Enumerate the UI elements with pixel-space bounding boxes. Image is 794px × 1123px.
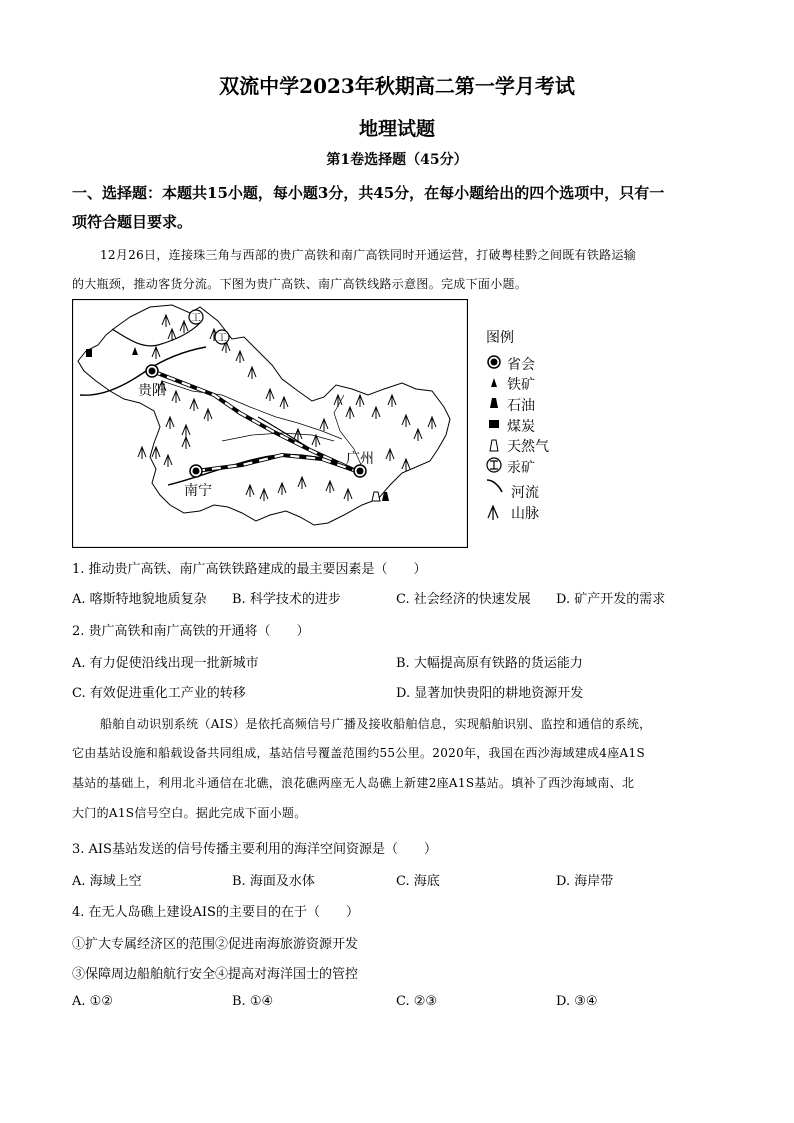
q4-statements-34: ③保障周边船舶航行安全④提高对海洋国士的管控 xyxy=(72,967,359,982)
natural-gas-symbol xyxy=(372,492,380,501)
q4-option-a: A. ①② xyxy=(72,994,113,1009)
passage2-line4: 大门的A1S信号空白。据此完成下面小题。 xyxy=(72,806,307,820)
legend-iron-icon xyxy=(491,378,497,387)
q2-stem: 2. 贵广高铁和南广高铁的开通将（ ） xyxy=(72,624,310,639)
legend-item-river: 河流 xyxy=(511,485,539,501)
legend-item-mountain: 山脉 xyxy=(511,506,539,522)
passage2-line1: 船舶自动识别系统（AIS）是依托高频信号广播及接收船舶信息，实现船舶识别、监控和通信的系统， xyxy=(100,717,652,731)
q3-stem: 3. AIS基站发送的信号传播主要利用的海洋空间资源是（ ） xyxy=(72,842,437,857)
passage2-line2: 它由基站设施和船载设备共同组成，基站信号覆盖范围约55公里。2020年，我国在西沙海域建成4座A1S xyxy=(72,746,645,760)
coal-symbol xyxy=(86,349,92,357)
subject-title: 地理试题 xyxy=(358,118,435,140)
svg-text:工: 工 xyxy=(191,313,201,324)
legend-mercury-icon xyxy=(487,458,501,472)
passage1-line1: 12月26日，连接珠三角与西部的贵广高铁和南广高铁同时开通运营，打破粤桂黔之间既有铁路运输 xyxy=(100,248,637,262)
mercury-symbol-2 xyxy=(215,330,229,344)
q1-option-a: A. 喀斯特地貌地质复杂 xyxy=(72,592,207,607)
capital-guiyang xyxy=(146,365,158,377)
city-label-nanning: 南宁 xyxy=(184,483,212,499)
section-instruction-line2: 项符合题目要求。 xyxy=(72,213,193,231)
volume-title: 第1卷选择题（45分） xyxy=(326,152,468,168)
passage1-line2: 的大瓶颈，推动客货分流。下图为贵广高铁、南广高铁线路示意图。完成下面小题。 xyxy=(72,277,528,291)
railway-map xyxy=(72,299,468,548)
q1-option-b: B. 科学技术的进步 xyxy=(232,592,341,607)
q2-option-c: C. 有效促进重化工产业的转移 xyxy=(72,686,246,701)
legend-item-iron: 铁矿 xyxy=(507,377,535,393)
legend-symbols xyxy=(484,352,508,532)
legend-mountain-icon xyxy=(488,506,498,520)
q4-option-c: C. ②③ xyxy=(396,994,438,1009)
q1-option-c: C. 社会经济的快速发展 xyxy=(396,592,531,607)
svg-text:工: 工 xyxy=(217,333,227,344)
legend-coal-icon xyxy=(489,420,499,428)
q3-option-d: D. 海岸带 xyxy=(556,874,614,889)
capital-nanning xyxy=(190,465,202,477)
legend-gas-icon xyxy=(490,440,498,451)
q2-option-a: A. 有力促使沿线出现一批新城市 xyxy=(72,656,259,671)
legend-capital-icon xyxy=(488,356,500,368)
legend-item-coal: 煤炭 xyxy=(507,419,535,435)
legend-item-oil: 石油 xyxy=(507,398,535,414)
legend-river-icon xyxy=(487,480,502,492)
q4-statements-12: ①扩大专属经济区的范围②促进南海旅游资源开发 xyxy=(72,937,359,952)
legend-item-mercury: 汞矿 xyxy=(507,460,535,476)
q4-stem: 4. 在无人岛礁上建设AIS的主要目的在于（ ） xyxy=(72,905,359,920)
q3-option-c: C. 海底 xyxy=(396,874,440,889)
legend-oil-icon xyxy=(490,398,498,408)
exam-title: 双流中学2023年秋期高二第一学月考试 xyxy=(219,74,575,98)
passage2-line3: 基站的基础上，利用北斗通信在北礁，浪花礁两座无人岛礁上新建2座A1S基站。填补了西沙海域南、北 xyxy=(72,776,635,790)
q3-option-a: A. 海域上空 xyxy=(72,874,142,889)
q1-option-d: D. 矿产开发的需求 xyxy=(556,592,666,607)
q2-option-d: D. 显著加快贵阳的耕地资源开发 xyxy=(396,686,584,701)
section-instruction-line1: 一、选择题：本题共15小题，每小题3分，共45分，在每小题给出的四个选项中，只有一 xyxy=(72,184,665,202)
q1-stem: 1. 推动贵广高铁、南广高铁铁路建成的最主要因素是（ ） xyxy=(72,562,427,577)
city-label-guiyang: 贵阳 xyxy=(138,383,166,399)
legend-item-capital: 省会 xyxy=(507,357,535,373)
q3-option-b: B. 海面及水体 xyxy=(232,874,315,889)
legend-item-gas: 天然气 xyxy=(507,439,549,455)
q4-option-d: D. ③④ xyxy=(556,994,598,1009)
q2-option-b: B. 大幅提高原有铁路的货运能力 xyxy=(396,656,583,671)
mercury-symbol xyxy=(189,310,203,324)
q4-option-b: B. ①④ xyxy=(232,994,274,1009)
legend-title: 图例 xyxy=(486,330,514,346)
city-label-guangzhou: 广州 xyxy=(346,451,374,467)
